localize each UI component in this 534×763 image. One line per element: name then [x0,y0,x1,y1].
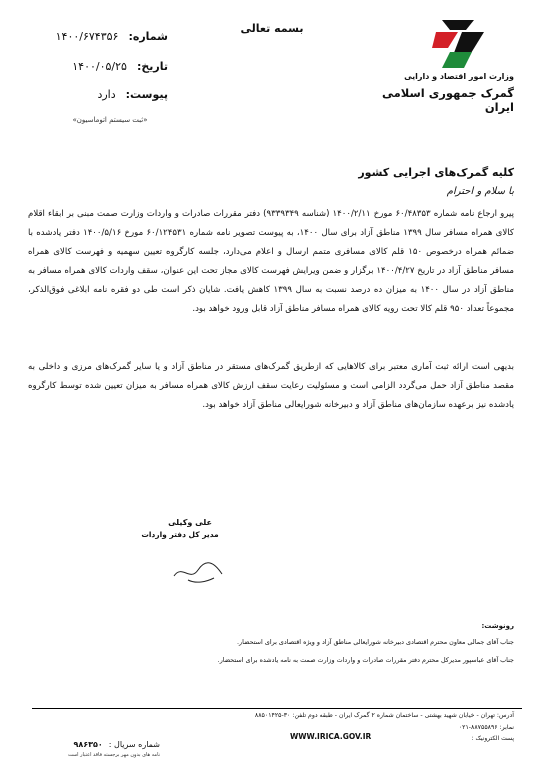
paragraph-1: پیرو ارجاع نامه شماره ۶۰/۴۸۳۵۳ مورخ ۱۴۰۰/۲/۱۱ (شناسه ۹۳۳۹۳۴۹) دفتر مقررات صادرات و واردات وزارت صمت مبنی بر ابقاء اقلام کالای همراه مسافر سال ۱۳۹۹ مناطق آزاد برای سال ۱۴۰۰، به پیوست تصویر نامه شماره ۶۰/۱۲۴۵۳۱ مورخ ۱۴۰۰/۵/۱۶ دفتر یادشده با ضمائم همراه درخصوص ۱۵۰ قلم کالای مسافری متمم ارسال و اعلام می‌دارد، جلسه کارگروه تعیین سهمیه و فهرست کالای همراه مسافر مناطق آزاد در تاریخ ۱۴۰۰/۴/۲۷ برگزار و ضمن ویرایش فهرست کالای مجاز تحت این عنوان، سقف واردات کالای همراه مسافر به مناطق آزاد در سال ۱۴۰۰ به میزان ده درصد نسبت به سال ۱۳۹۹ کاهش یافت. شایان ذکر است طی دو فقره نامه ابلاغی فوق‌الذکر، مجموعاً تعداد ۹۵۰ قلم کالا تحت رویه کالای همراه مسافر مناطق آزاد قابل ورود خواهد بود. [28,209,514,314]
footer-email-label: پست الکترونیک : [471,735,514,742]
cc-item: جناب آقای جمالی معاون محترم اقتصادی دبیرخانه شورایعالی مناطق آزاد و ویژه اقتصادی برای استحضار. [237,638,514,646]
footer-address: آدرس: تهران - خیابان شهید بهشتی - ساختمان شماره ۲ گمرک ایران - طبقه دوم تلفن: ۳۰-۸۸۵۰۱۴۲۵ [254,712,514,719]
signatory-name: علی وکیلی [168,518,212,527]
ministry-name: وزارت امور اقتصاد و دارایی [404,72,514,81]
recipient: کلیه گمرک‌های اجرایی کشور [358,166,514,179]
cc-item: جناب آقای عباسپور مدیرکل محترم دفتر مقررات صادرات و واردات وزارت صمت به نامه یادشده برای استحضار. [217,656,514,664]
seal-note: نامه های بدون مهر برجسته فاقد اعتبار است [68,752,160,758]
date-value: ۱۴۰۰/۰۵/۲۵ [72,60,127,73]
footer-fax: نمابر: ۸۸۷۵۵۸۹۶-۰۲۱ [458,724,514,731]
attachment-label: پیوست: [125,88,168,101]
number-value: ۱۴۰۰/۶۷۴۳۵۶ [55,30,119,43]
letter-attachment [18,88,168,101]
attachment-value: دارد [97,88,116,101]
greeting: با سلام و احترام [446,186,514,197]
automation-note: «ثبت سیستم اتوماسیون» [72,116,148,124]
signature-scribble-icon [170,556,230,586]
signatory-title: مدیر کل دفتر واردات [141,530,219,539]
cc-title: رونوشت: [481,622,514,630]
footer-divider [32,708,522,709]
number-label: شماره: [128,30,168,43]
customs-logo-icon [428,18,490,70]
letter-date [18,60,168,73]
serial-label: شماره سریال : [108,740,160,749]
customs-name: گمرک جمهوری اسلامی ایران [381,86,514,114]
date-label: تاریخ: [136,60,168,73]
paragraph-2: بدیهی است ارائه ثبت آماری معتبر برای کالاهایی که ازطریق گمرک‌های مستقر در مناطق آزاد و یا سایر گمرک‌های مرزی و داخلی به مقصد مناطق آزاد حمل می‌گردد الزامی است و مسئولیت رعایت سقف ارزش کالای همراه مسافر به میزان تعیین شده توسط کارگروه یادشده نیز برعهده سازمان‌های مناطق آزاد و دبیرخانه شورایعالی مناطق آزاد خواهد بود. [28,362,514,410]
serial-number [30,740,160,749]
letter-number [18,30,168,43]
basmala: بسمه تعالی [240,22,304,35]
serial-value: ۹۸۶۳۵۰ [73,740,103,749]
footer-website[interactable]: WWW.IRICA.GOV.IR [290,732,372,741]
